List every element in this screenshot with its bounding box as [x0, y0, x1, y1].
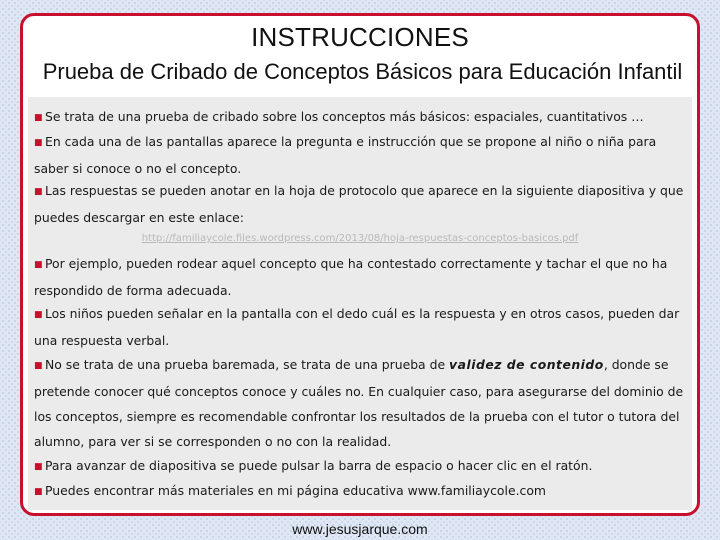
bullet-item [34, 301, 686, 353]
bullet-text: Las respuestas se pueden anotar en la hoja de protocolo que aparece en la siguiente diapositiva y que puedes descargar en este enlace: [34, 183, 684, 225]
square-bullet-icon: ■ [34, 462, 43, 472]
bullet-item [34, 129, 686, 181]
bullet-item [34, 178, 686, 230]
footer-url: www.jesusjarque.com [292, 521, 428, 537]
bullet-text: Puedes encontrar más materiales en mi página educativa www.familiaycole.com [45, 483, 546, 498]
bullet-item [34, 104, 686, 131]
bullet-text-continued: , donde se pretende conocer qué conceptos conoce y cuáles no. En cualquier caso, para asegurarse del dominio de los conceptos, siempre es recomendable confrontar los resultados de la prueba con el tutor o tutora del alumno, para ver si se corresponden o no con la realidad. [34, 357, 684, 449]
slide-title: INSTRUCCIONES [251, 22, 469, 52]
download-link[interactable]: http://familiaycole.files.wordpress.com/2013/08/hoja-respuestas-conceptos-basicos.pdf [141, 233, 579, 244]
bullet-text: Para avanzar de diapositiva se puede pulsar la barra de espacio o hacer clic en el ratón. [45, 458, 593, 473]
bullet-text: En cada una de las pantallas aparece la pregunta e instrucción que se propone al niño o niña para saber si conoce o no el concepto. [34, 134, 657, 176]
bullet-item [34, 251, 686, 303]
bullet-text: Los niños pueden señalar en la pantalla con el dedo cuál es la respuesta y en otros casos, pueden dar una respuesta verbal. [34, 306, 680, 348]
square-bullet-icon: ■ [34, 487, 43, 497]
bullet-item [34, 478, 686, 505]
bullet-item [34, 352, 686, 454]
square-bullet-icon: ■ [34, 113, 43, 123]
square-bullet-icon: ■ [34, 310, 43, 320]
bullet-item [34, 453, 686, 480]
square-bullet-icon: ■ [34, 260, 43, 270]
square-bullet-icon: ■ [34, 187, 43, 197]
square-bullet-icon: ■ [34, 138, 43, 148]
square-bullet-icon: ■ [34, 361, 43, 371]
emphasized-term: validez de contenido [449, 357, 604, 372]
bullet-text: Se trata de una prueba de cribado sobre los conceptos más básicos: espaciales, cuantitativos … [45, 109, 644, 124]
bullet-text: Por ejemplo, pueden rodear aquel concepto que ha contestado correctamente y tachar el que no ha respondido de forma adecuada. [34, 256, 668, 298]
bullet-text: No se trata de una prueba baremada, se trata de una prueba de [45, 357, 446, 372]
slide-subtitle: Prueba de Cribado de Conceptos Básicos para Educación Infantil [42, 59, 683, 84]
